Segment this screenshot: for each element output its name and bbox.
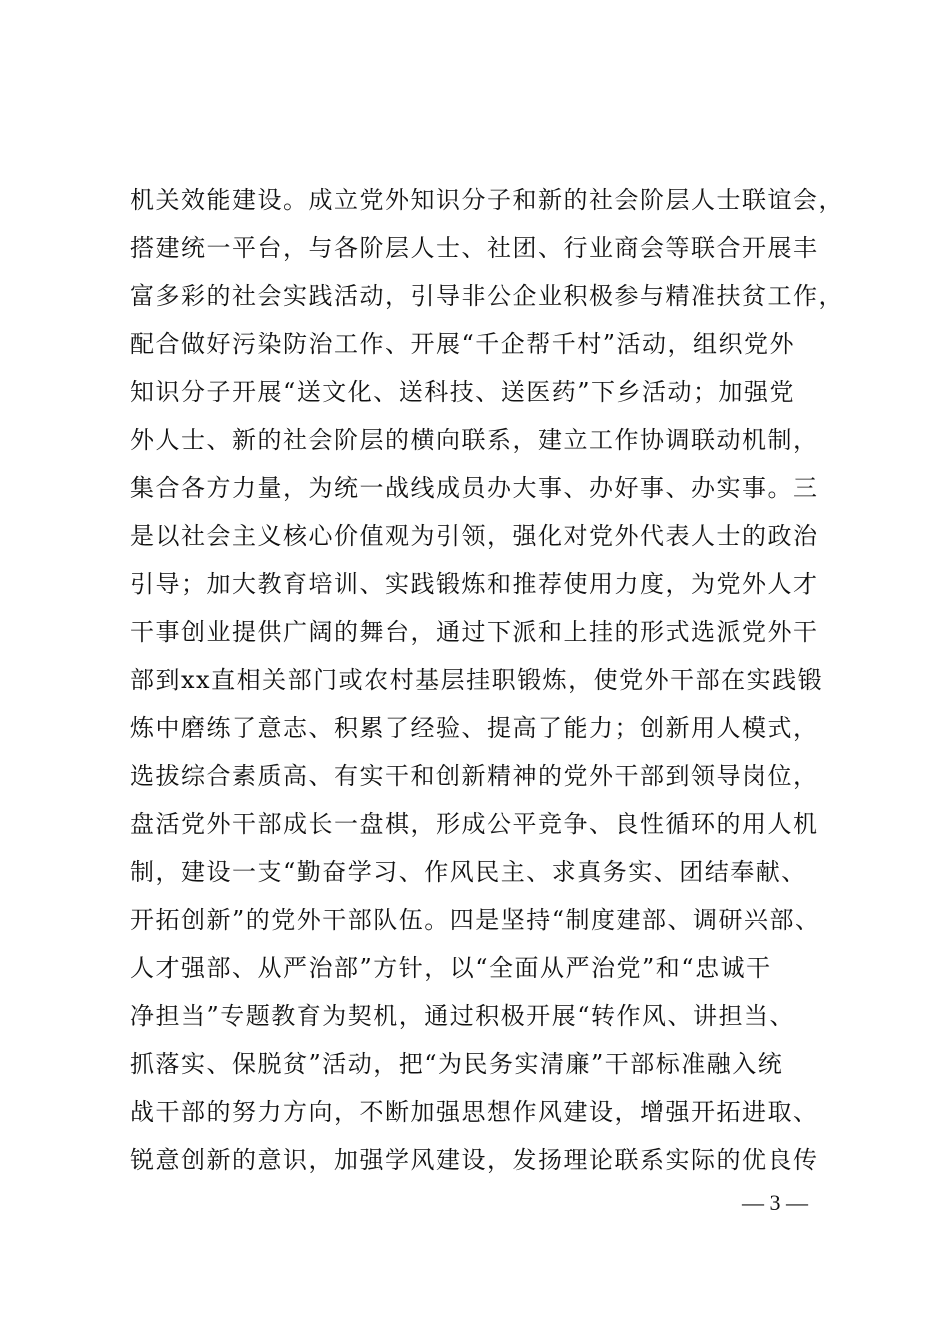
text-line: 集合各方力量，为统一战线成员办大事、办好事、办实事。三 — [130, 474, 819, 502]
text-line: 炼中磨练了意志、积累了经验、提高了能力；创新用人模式， — [130, 714, 819, 742]
text-line: 部到xx直相关部门或农村基层挂职锻炼，使党外干部在实践锻 — [130, 666, 824, 694]
text-line: 抓落实、保脱贫”活动，把“为民务实清廉”干部标准融入统 — [130, 1050, 784, 1078]
text-line: 人才强部、从严治部”方针，以“全面从严治党”和“忠诚干 — [130, 954, 772, 982]
text-line: 机关效能建设。成立党外知识分子和新的社会阶层人士联谊会， — [130, 186, 844, 214]
text-line: 锐意创新的意识，加强学风建设，发扬理论联系实际的优良传 — [130, 1146, 819, 1174]
text-line: 知识分子开展“送文化、送科技、送医药”下乡活动；加强党 — [130, 378, 796, 406]
body-text — [130, 176, 844, 1184]
text-line: 干事创业提供广阔的舞台，通过下派和上挂的形式选派党外干 — [130, 618, 819, 646]
text-line: 是以社会主义核心价值观为引领，强化对党外代表人士的政治 — [130, 522, 819, 550]
text-line: 外人士、新的社会阶层的横向联系，建立工作协调联动机制， — [130, 426, 819, 454]
text-line: 制，建设一支“勤奋学习、作风民主、求真务实、团结奉献、 — [130, 858, 807, 886]
text-line: 开拓创新”的党外干部队伍。四是坚持“制度建部、调研兴部、 — [130, 906, 821, 934]
page-number: — 3 — — [742, 1190, 808, 1215]
text-line: 引导；加大教育培训、实践锻炼和推荐使用力度，为党外人才 — [130, 570, 819, 598]
text-line: 净担当”专题教育为契机，通过积极开展“转作风、讲担当、 — [130, 1002, 796, 1030]
text-line: 富多彩的社会实践活动，引导非公企业积极参与精准扶贫工作， — [130, 282, 844, 310]
text-line: 盘活党外干部成长一盘棋，形成公平竞争、良性循环的用人机 — [130, 810, 819, 838]
text-line: 战干部的努力方向，不断加强思想作风建设，增强开拓进取、 — [130, 1098, 819, 1126]
text-line: 配合做好污染防治工作、开展“千企帮千村”活动，组织党外 — [130, 330, 796, 358]
text-line: 搭建统一平台，与各阶层人士、社团、行业商会等联合开展丰 — [130, 234, 819, 262]
text-line: 选拔综合素质高、有实干和创新精神的党外干部到领导岗位， — [130, 762, 819, 790]
